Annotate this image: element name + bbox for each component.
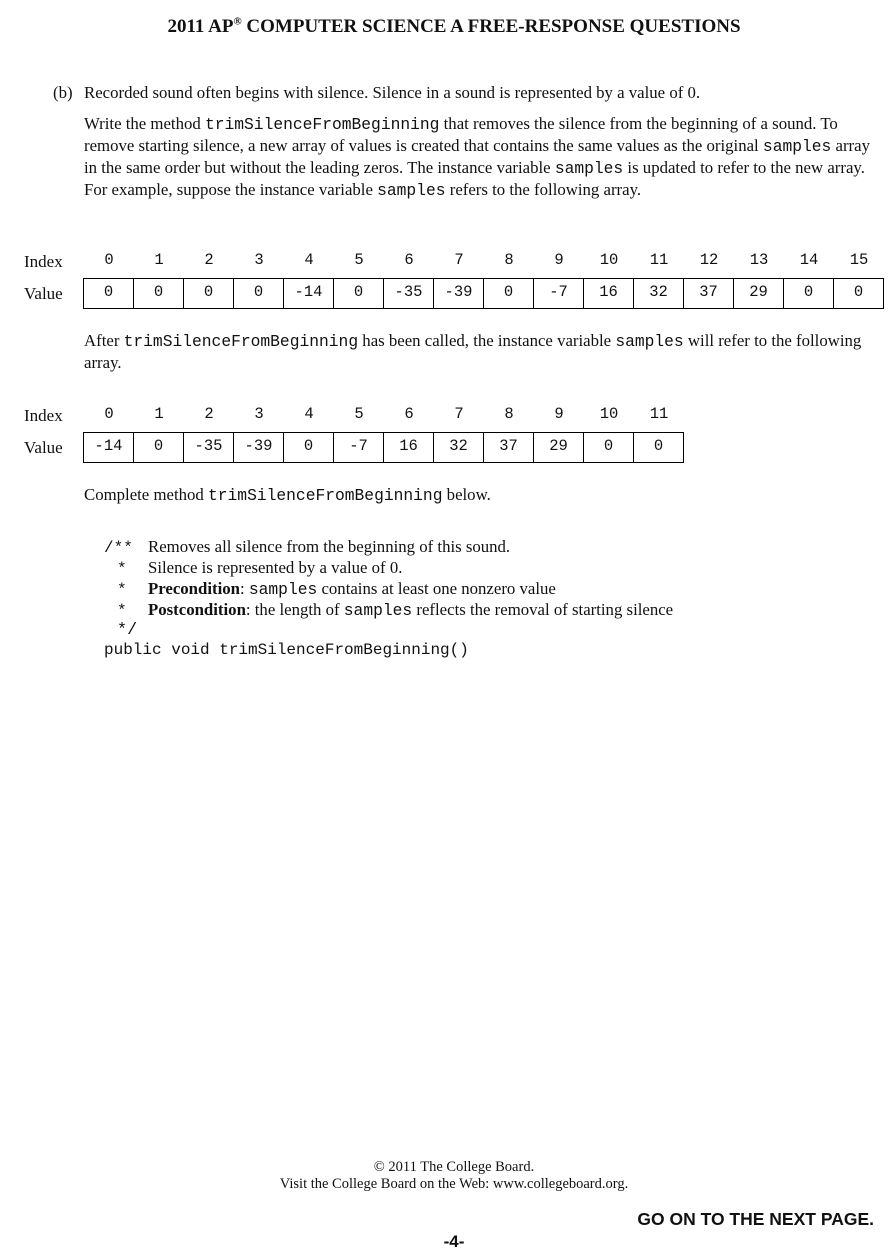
index-cell: 9 [554, 251, 564, 269]
value-cell: 37 [484, 433, 534, 462]
value-cell: 0 [234, 279, 284, 308]
index-cell: 5 [354, 405, 364, 423]
value-cell: 0 [184, 279, 234, 308]
value-cell: 0 [784, 279, 834, 308]
value-cell: 0 [284, 433, 334, 462]
value-cell: 37 [684, 279, 734, 308]
value-cell: 0 [834, 279, 884, 308]
array2-index-row [84, 405, 684, 423]
method-signature: public void trimSilenceFromBeginning() [104, 641, 469, 659]
index-cell: 7 [454, 251, 464, 269]
index-cell: 5 [354, 251, 364, 269]
value-cell: 32 [434, 433, 484, 462]
value-cell: -14 [284, 279, 334, 308]
array1-value-row [83, 278, 884, 309]
index-cell: 15 [849, 251, 869, 269]
index-cell: 1 [154, 251, 164, 269]
index-cell: 2 [204, 251, 214, 269]
index-cell: 3 [254, 405, 264, 423]
index-cell: 1 [154, 405, 164, 423]
value-cell: 0 [84, 279, 134, 308]
value-cell: -7 [334, 433, 384, 462]
copyright: © 2011 The College Board. [373, 1159, 535, 1175]
index-cell: 4 [304, 251, 314, 269]
method-name-code: trimSilenceFromBeginning [123, 332, 359, 351]
samples-code: samples [343, 601, 413, 620]
index-cell: 11 [649, 405, 669, 423]
value-cell: 29 [734, 279, 784, 308]
index-cell: 11 [649, 251, 669, 269]
value-label: Value [24, 284, 63, 303]
value-label: Value [24, 438, 63, 457]
registered-mark: ® [233, 15, 242, 28]
index-cell: 6 [404, 405, 414, 423]
complete-instruction: Complete method trimSilenceFromBeginning below. [84, 485, 491, 505]
method-name-code: trimSilenceFromBeginning [207, 486, 443, 505]
samples-code: samples [615, 332, 684, 351]
value-cell: 32 [634, 279, 684, 308]
comment-line-1: /** Removes all silence from the beginning of this sound. [104, 537, 511, 557]
comment-postcondition: * Postcondition: the length of samples reflects the removal of starting silence [117, 600, 674, 620]
value-cell: 0 [334, 279, 384, 308]
value-cell: 16 [384, 433, 434, 462]
after-description: After trimSilenceFromBeginning has been called, the instance variable samples will refer to the following array. [84, 331, 862, 372]
index-cell: 2 [204, 405, 214, 423]
title-text-rest: COMPUTER SCIENCE A FREE-RESPONSE QUESTIONS [241, 16, 741, 37]
comment-close: */ [117, 621, 138, 640]
samples-code: samples [762, 137, 832, 156]
value-cell: -7 [534, 279, 584, 308]
index-cell: 0 [104, 251, 114, 269]
index-cell: 8 [504, 405, 514, 423]
value-cell: -35 [184, 433, 234, 462]
method-name-code: trimSilenceFromBeginning [204, 115, 440, 134]
website-note: Visit the College Board on the Web: www.collegeboard.org. [279, 1176, 629, 1192]
index-cell: 9 [554, 405, 564, 423]
title-text: 2011 AP [167, 16, 234, 37]
samples-code: samples [377, 181, 446, 200]
value-cell: -35 [384, 279, 434, 308]
index-cell: 10 [599, 405, 619, 423]
samples-code: samples [248, 580, 318, 599]
value-cell: 0 [484, 279, 534, 308]
samples-code: samples [554, 159, 624, 178]
index-label: Index [24, 252, 63, 271]
value-cell: 16 [584, 279, 634, 308]
index-cell: 10 [599, 251, 619, 269]
value-cell: -39 [434, 279, 484, 308]
value-cell: 0 [634, 433, 684, 462]
array2-value-row [83, 432, 684, 463]
comment-precondition: * Precondition: samples contains at least one nonzero value [117, 579, 556, 599]
page-title [0, 16, 896, 38]
index-cell: 12 [699, 251, 719, 269]
value-cell: 0 [134, 433, 184, 462]
value-cell: -14 [84, 433, 134, 462]
next-page-note: GO ON TO THE NEXT PAGE. [637, 1209, 874, 1229]
value-cell: 29 [534, 433, 584, 462]
array1-index-row [84, 251, 884, 269]
index-cell: 8 [504, 251, 514, 269]
part-description: Write the method trimSilenceFromBeginning that removes the silence from the beginning of a sound. To remove starting silence, a new array of values is created that contains the same values as the original samples array in the same order but without the leading zeros. The instance variable samples is updated to refer to the new array. For example, suppose the instance variable samples refers to the following array. [84, 114, 870, 200]
index-cell: 6 [404, 251, 414, 269]
value-cell: 0 [134, 279, 184, 308]
index-cell: 4 [304, 405, 314, 423]
index-cell: 0 [104, 405, 114, 423]
index-label: Index [24, 406, 63, 425]
part-label: (b) [53, 83, 73, 102]
part-intro: Recorded sound often begins with silence. Silence in a sound is represented by a value of 0. [84, 83, 701, 102]
index-cell: 3 [254, 251, 264, 269]
page-number: -4- [443, 1232, 465, 1251]
index-cell: 14 [799, 251, 819, 269]
index-cell: 7 [454, 405, 464, 423]
value-cell: 0 [584, 433, 634, 462]
value-cell: -39 [234, 433, 284, 462]
comment-line-2: * Silence is represented by a value of 0. [117, 558, 403, 578]
index-cell: 13 [749, 251, 769, 269]
